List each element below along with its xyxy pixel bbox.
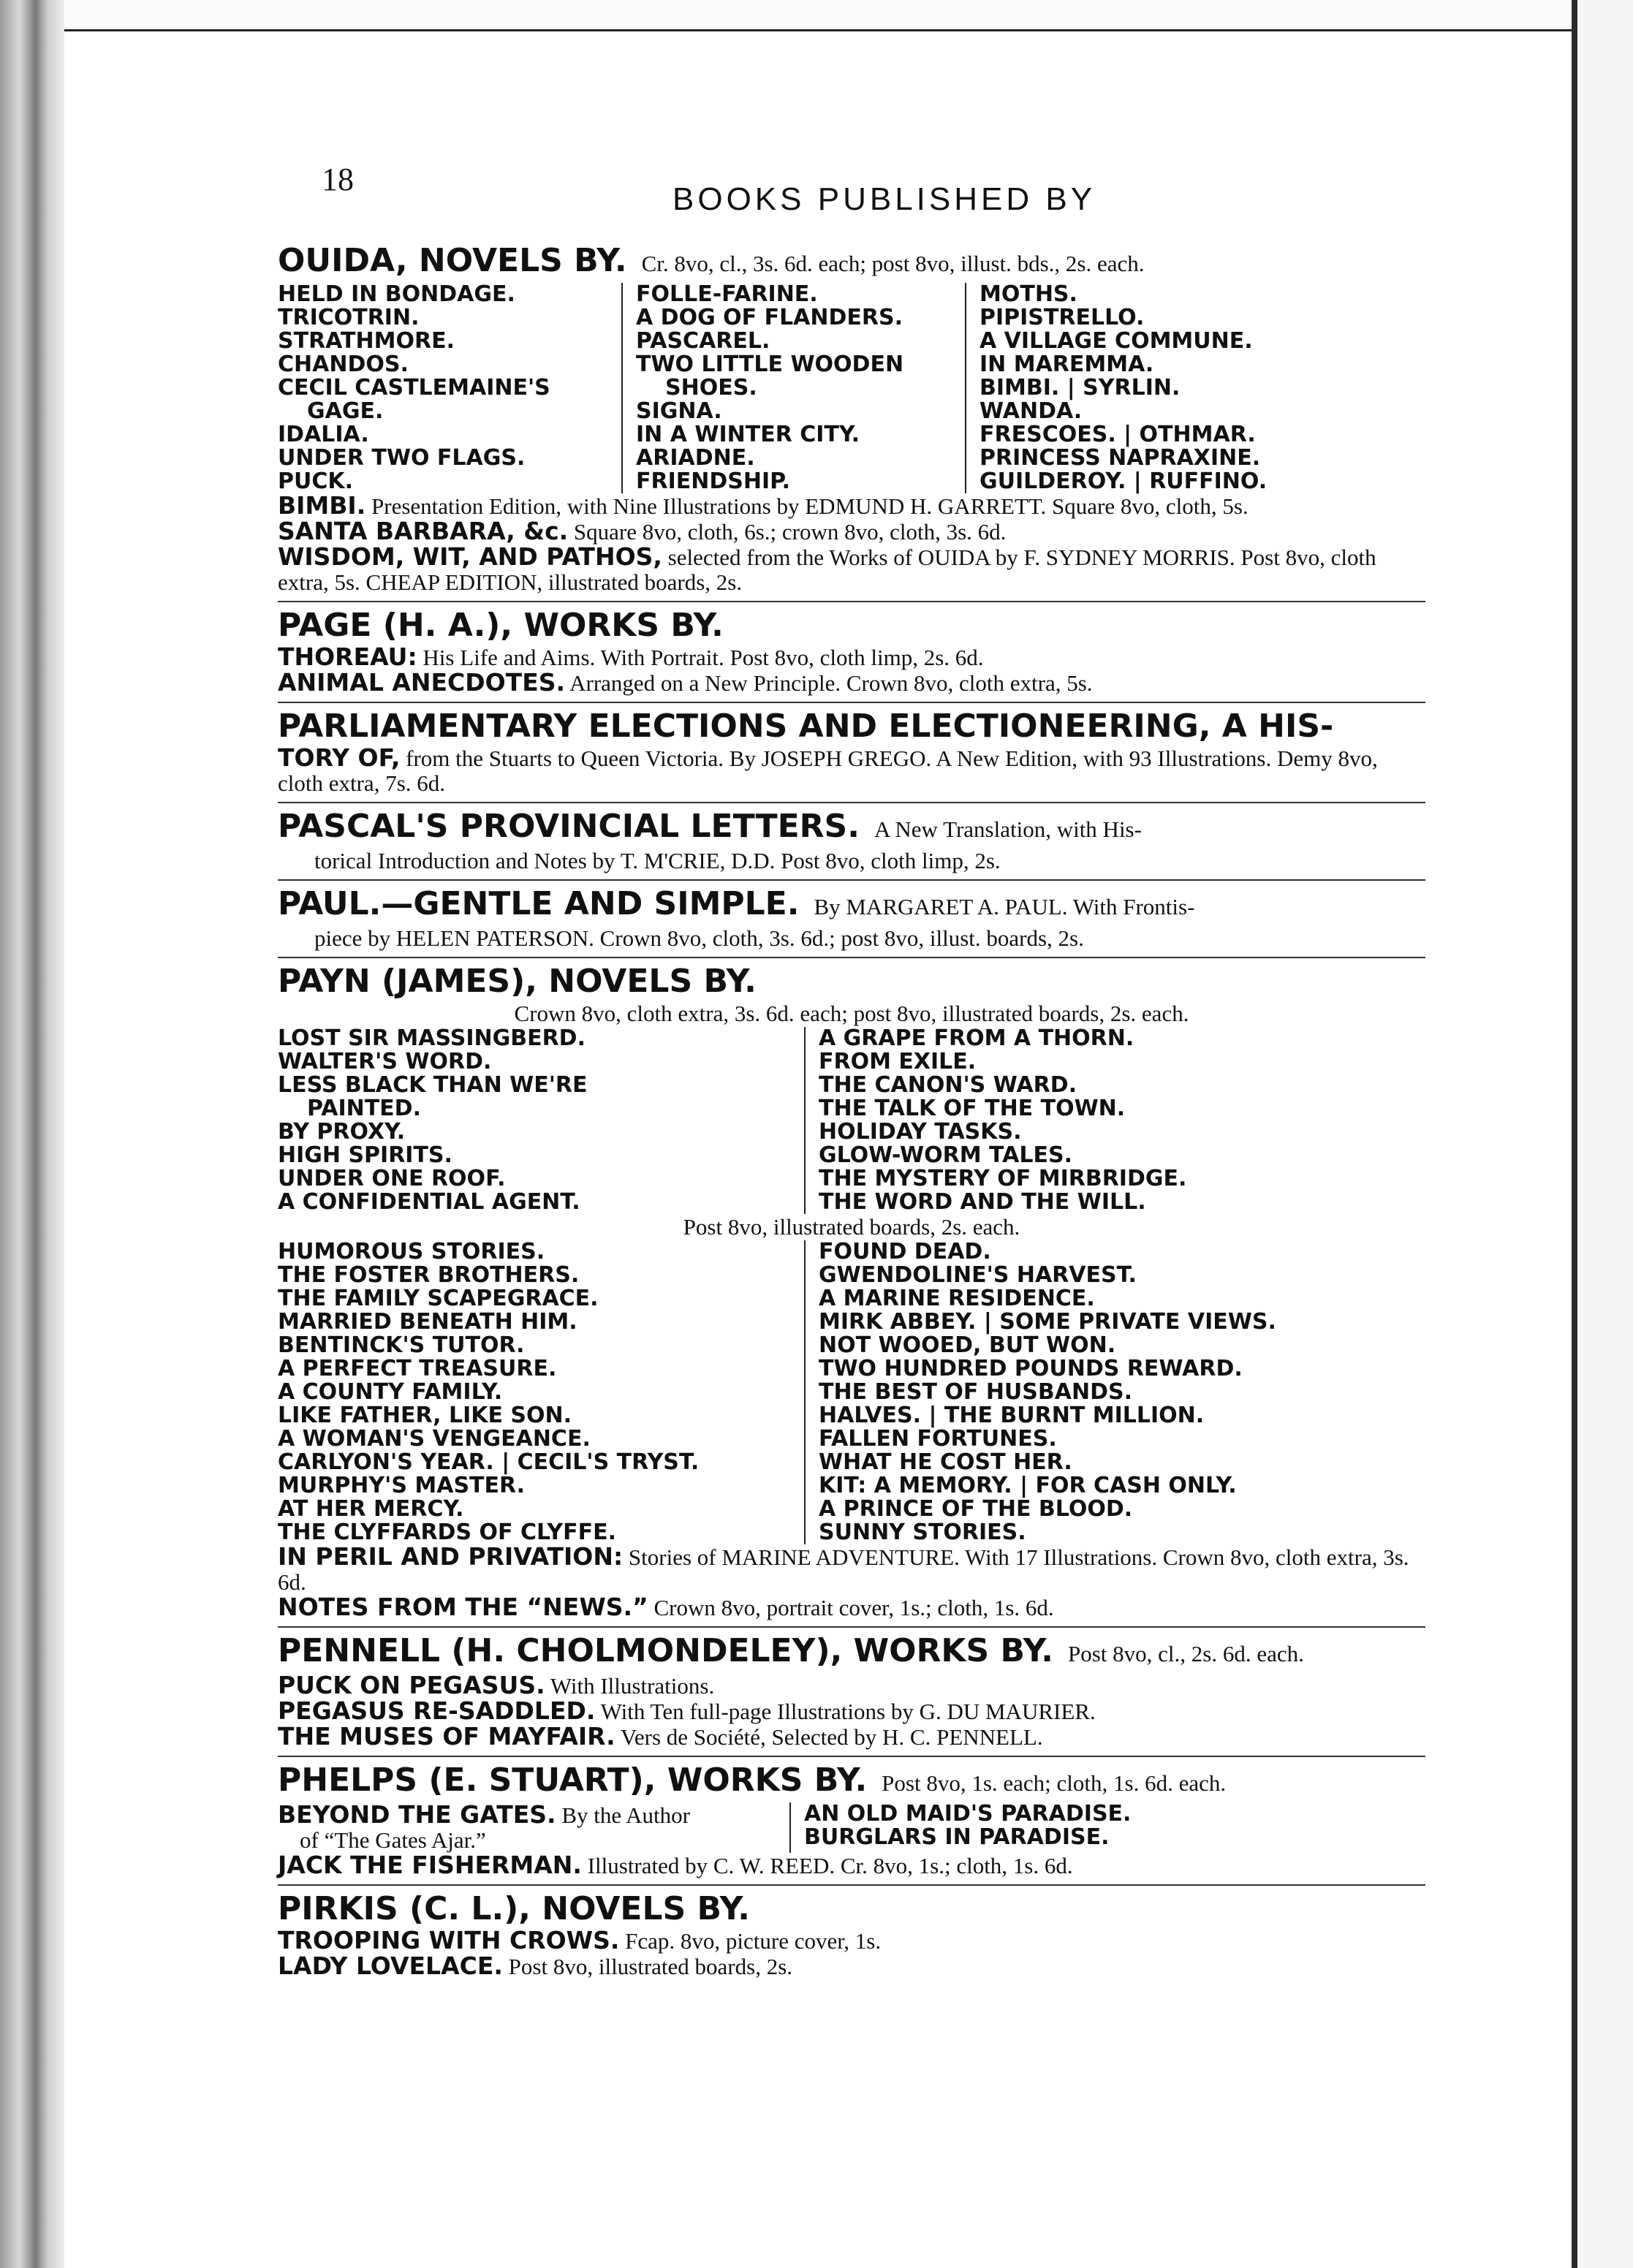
ouida-col-2 xyxy=(621,283,965,493)
divider xyxy=(278,957,1425,958)
list-item: UNDER TWO FLAGS. xyxy=(278,445,526,471)
divider xyxy=(278,702,1425,703)
list-item: A MARINE RESIDENCE. xyxy=(819,1286,1095,1311)
paul-entry: piece by HELEN PATERSON. Crown 8vo, cloth, 3s. 6d.; post 8vo, illust. boards, 2s. xyxy=(314,925,1084,951)
list-item: ARIADNE. xyxy=(636,445,755,471)
list-item: LOST SIR MASSINGBERD. xyxy=(278,1025,586,1051)
list-item: FRESCOES. | OTHMAR. xyxy=(980,422,1256,447)
list-item: HIGH SPIRITS. xyxy=(278,1142,452,1168)
bimbi-entry: BIMBI. Presentation Edition, with Nine Illustrations by EDMUND H. GARRETT. Square 8vo, cloth, 5s. xyxy=(278,491,1249,520)
entry-heading-pirkis: PIRKIS (C. L.), NOVELS BY. xyxy=(278,1890,750,1927)
book-spine xyxy=(0,0,64,2268)
payn-group-2-left xyxy=(278,1240,804,1544)
payn-group-2-right xyxy=(804,1240,1403,1544)
list-item: STRATHMORE. xyxy=(278,328,455,354)
list-item: THE FOSTER BROTHERS. xyxy=(278,1262,580,1288)
list-item: IN A WINTER CITY. xyxy=(636,422,860,447)
list-item: PASCAREL. xyxy=(636,328,770,354)
payn-price-note-2: Post 8vo, illustrated boards, 2s. each. xyxy=(683,1214,1020,1240)
catalogue-content xyxy=(278,238,1425,1979)
phelps-right-column xyxy=(789,1802,1403,1853)
list-item: PUCK. xyxy=(278,469,354,494)
page-number: 18 xyxy=(322,162,354,197)
notes-entry: NOTES FROM THE “NEWS.” Crown 8vo, portrait cover, 1s.; cloth, 1s. 6d. xyxy=(278,1593,1054,1621)
list-item: A VILLAGE COMMUNE. xyxy=(980,328,1253,354)
page-edge xyxy=(1572,0,1577,2268)
wisdom-entry: WISDOM, WIT, AND PATHOS, selected from the Works of OUIDA by F. SYDNEY MORRIS. Post 8vo, cloth extra, 5s. CHEAP EDITION, illustrated boards, 2s. xyxy=(278,542,1376,595)
list-item: AT HER MERCY. xyxy=(278,1496,464,1522)
peril-entry: IN PERIL AND PRIVATION: Stories of MARINE ADVENTURE. With 17 Illustrations. Crown 8vo, cloth extra, 3s. 6d. xyxy=(278,1542,1409,1595)
thoreau-entry: THOREAU: His Life and Aims. With Portrait. Post 8vo, cloth limp, 2s. 6d. xyxy=(278,642,984,671)
divider xyxy=(278,802,1425,803)
list-item: THE CANON'S WARD. xyxy=(819,1072,1077,1098)
list-item: NOT WOOED, BUT WON. xyxy=(819,1332,1116,1358)
list-item: CECIL CASTLEMAINE'S xyxy=(278,375,550,401)
list-item: THE TALK OF THE TOWN. xyxy=(819,1096,1126,1121)
list-item: BURGLARS IN PARADISE. xyxy=(804,1824,1110,1850)
santa-barbara-entry: SANTA BARBARA, &c. Square 8vo, cloth, 6s.; crown 8vo, cloth, 3s. 6d. xyxy=(278,517,1007,545)
list-item: MOTHS. xyxy=(980,281,1077,307)
list-item: PAINTED. xyxy=(307,1096,421,1121)
entry-heading-pascal: PASCAL'S PROVINCIAL LETTERS. A New Translation, with His- xyxy=(278,808,1142,845)
list-item: WALTER'S WORD. xyxy=(278,1049,492,1074)
payn-group-1 xyxy=(278,1027,1425,1214)
payn-price-note-1: Crown 8vo, cloth extra, 3s. 6d. each; post 8vo, illustrated boards, 2s. each. xyxy=(514,1001,1189,1026)
list-item: HUMOROUS STORIES. xyxy=(278,1239,545,1264)
list-item: KIT: A MEMORY. | FOR CASH ONLY. xyxy=(819,1473,1237,1498)
entry-heading-pennell: PENNELL (H. CHOLMONDELEY), WORKS BY. Post 8vo, cl., 2s. 6d. each. xyxy=(278,1632,1304,1669)
list-item: THE MYSTERY OF MIRBRIDGE. xyxy=(819,1166,1187,1191)
divider xyxy=(278,879,1425,881)
list-item: GLOW-WORM TALES. xyxy=(819,1142,1072,1168)
list-item: CARLYON'S YEAR. | CECIL'S TRYST. xyxy=(278,1449,700,1475)
entry-heading-parliamentary: PARLIAMENTARY ELECTIONS AND ELECTIONEERING, A HIS- xyxy=(278,708,1334,745)
ouida-col-1 xyxy=(278,283,621,493)
list-item: A DOG OF FLANDERS. xyxy=(636,305,903,330)
list-item: GAGE. xyxy=(307,398,384,424)
list-item: MIRK ABBEY. | SOME PRIVATE VIEWS. xyxy=(819,1309,1276,1335)
list-item: THE FAMILY SCAPEGRACE. xyxy=(278,1286,599,1311)
trooping-entry: TROOPING WITH CROWS. Fcap. 8vo, picture cover, 1s. xyxy=(278,1926,882,1954)
list-item: A PERFECT TREASURE. xyxy=(278,1356,557,1381)
list-item: BY PROXY. xyxy=(278,1119,406,1145)
ouida-col-3 xyxy=(965,283,1389,493)
list-item: LESS BLACK THAN WE'RE xyxy=(278,1072,588,1098)
list-item: PRINCESS NAPRAXINE. xyxy=(980,445,1261,471)
list-item: HELD IN BONDAGE. xyxy=(278,281,515,307)
next-page-edge xyxy=(1577,0,1633,2268)
list-item: MARRIED BENEATH HIM. xyxy=(278,1309,577,1335)
list-item: SUNNY STORIES. xyxy=(819,1520,1026,1545)
list-item: TWO HUNDRED POUNDS REWARD. xyxy=(819,1356,1243,1381)
list-item: HALVES. | THE BURNT MILLION. xyxy=(819,1403,1205,1428)
animal-anecdotes-entry: ANIMAL ANECDOTES. Arranged on a New Principle. Crown 8vo, cloth extra, 5s. xyxy=(278,668,1093,697)
list-item: FRIENDSHIP. xyxy=(636,469,791,494)
list-item: IDALIA. xyxy=(278,422,369,447)
top-edge xyxy=(64,0,1572,31)
list-item: A CONFIDENTIAL AGENT. xyxy=(278,1189,580,1215)
phelps-columns xyxy=(278,1802,1425,1853)
list-item: FALLEN FORTUNES. xyxy=(819,1426,1057,1452)
divider xyxy=(278,1756,1425,1757)
list-item: A WOMAN'S VENGEANCE. xyxy=(278,1426,591,1452)
muses-entry: THE MUSES OF MAYFAIR. Vers de Société, Selected by H. C. PENNELL. xyxy=(278,1722,1043,1751)
list-item: TWO LITTLE WOODEN xyxy=(636,352,904,377)
pegasus-entry: PEGASUS RE-SADDLED. With Ten full-page Illustrations by G. DU MAURIER. xyxy=(278,1696,1096,1725)
puck-entry: PUCK ON PEGASUS. With Illustrations. xyxy=(278,1671,715,1699)
list-item: SIGNA. xyxy=(636,398,722,424)
parliamentary-entry: TORY OF, from the Stuarts to Queen Victoria. By JOSEPH GREGO. A New Edition, with 93 Illustrations. Demy 8vo, cloth extra, 7s. 6d. xyxy=(278,743,1378,796)
list-item: LIKE FATHER, LIKE SON. xyxy=(278,1403,572,1428)
price-note: Cr. 8vo, cl., 3s. 6d. each; post 8vo, illust. bds., 2s. each. xyxy=(641,251,1145,276)
list-item: A GRAPE FROM A THORN. xyxy=(819,1025,1134,1051)
list-item: THE BEST OF HUSBANDS. xyxy=(819,1379,1132,1405)
divider xyxy=(278,1884,1425,1886)
list-item: IN MAREMMA. xyxy=(980,352,1154,377)
list-item: GUILDEROY. | RUFFINO. xyxy=(980,469,1268,494)
entry-heading-payn: PAYN (JAMES), NOVELS BY. xyxy=(278,963,757,1000)
list-item: BIMBI. | SYRLIN. xyxy=(980,375,1181,401)
list-item: PIPISTRELLO. xyxy=(980,305,1145,330)
entry-heading-ouida: OUIDA, NOVELS BY. Cr. 8vo, cl., 3s. 6d. each; post 8vo, illust. bds., 2s. each. xyxy=(278,242,1145,279)
list-item: A COUNTY FAMILY. xyxy=(278,1379,503,1405)
lady-lovelace-entry: LADY LOVELACE. Post 8vo, illustrated boards, 2s. xyxy=(278,1952,793,1980)
list-item: THE WORD AND THE WILL. xyxy=(819,1189,1146,1215)
beyond-entry: BEYOND THE GATES. By the Author of “The Gates Ajar.” xyxy=(278,1800,690,1853)
divider xyxy=(278,601,1425,602)
list-item: UNDER ONE ROOF. xyxy=(278,1166,506,1191)
list-item: WANDA. xyxy=(980,398,1083,424)
payn-group-1-right xyxy=(804,1027,1403,1214)
list-item: AN OLD MAID'S PARADISE. xyxy=(804,1801,1132,1827)
payn-group-1-left xyxy=(278,1027,804,1214)
list-item: FROM EXILE. xyxy=(819,1049,977,1074)
divider xyxy=(278,1626,1425,1628)
entry-heading-paul: PAUL.—GENTLE AND SIMPLE. By MARGARET A. PAUL. With Frontis- xyxy=(278,885,1195,922)
payn-group-2 xyxy=(278,1240,1425,1544)
list-item: FOUND DEAD. xyxy=(819,1239,991,1264)
list-item: CHANDOS. xyxy=(278,352,409,377)
list-item: GWENDOLINE'S HARVEST. xyxy=(819,1262,1137,1288)
list-item: BENTINCK'S TUTOR. xyxy=(278,1332,525,1358)
list-item: WHAT HE COST HER. xyxy=(819,1449,1072,1475)
list-item: SHOES. xyxy=(665,375,757,401)
jack-entry: JACK THE FISHERMAN. Illustrated by C. W. REED. Cr. 8vo, 1s.; cloth, 1s. 6d. xyxy=(278,1851,1073,1879)
entry-heading-page: PAGE (H. A.), WORKS BY. xyxy=(278,607,724,644)
entry-heading-phelps: PHELPS (E. STUART), WORKS BY. Post 8vo, 1s. each; cloth, 1s. 6d. each. xyxy=(278,1761,1227,1799)
list-item: THE CLYFFARDS OF CLYFFE. xyxy=(278,1520,617,1545)
list-item: FOLLE-FARINE. xyxy=(636,281,818,307)
running-head: BOOKS PUBLISHED BY xyxy=(672,181,1096,217)
list-item: HOLIDAY TASKS. xyxy=(819,1119,1022,1145)
list-item: MURPHY'S MASTER. xyxy=(278,1473,526,1498)
ouida-title-columns xyxy=(278,283,1425,493)
list-item: A PRINCE OF THE BLOOD. xyxy=(819,1496,1133,1522)
list-item: TRICOTRIN. xyxy=(278,305,420,330)
pascal-entry: torical Introduction and Notes by T. M'CRIE, D.D. Post 8vo, cloth limp, 2s. xyxy=(314,848,1001,873)
